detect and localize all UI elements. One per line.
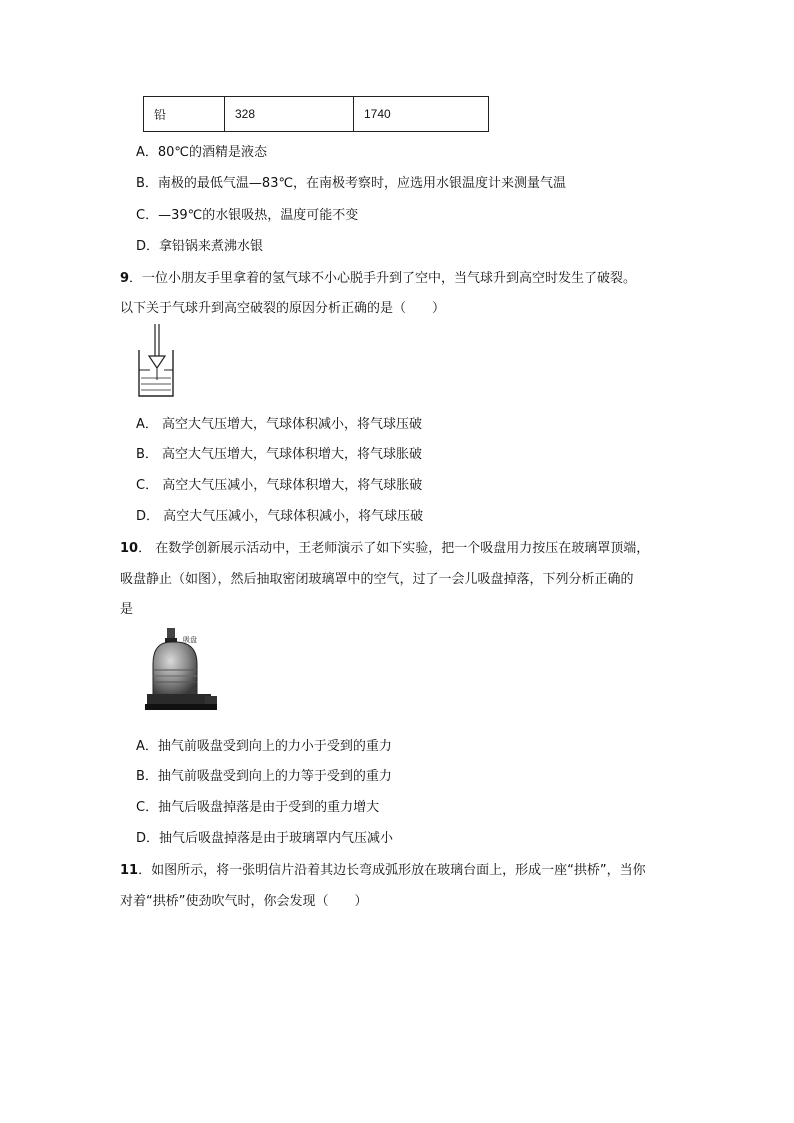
- q10-text: ． 在数学创新展示活动中，王老师演示了如下实验，把一个吸盘用力按压在玻璃罩顶端，: [138, 541, 650, 556]
- metal-table: [143, 96, 489, 132]
- q8-option-c: C．—39℃的水银吸热，温度可能不变: [136, 208, 359, 223]
- table-cell-boiling-point: 1740: [354, 97, 489, 132]
- q9-option-a: A． 高空大气压增大，气球体积减小，将气球压破: [136, 417, 423, 432]
- q10-stem-line1: [120, 537, 649, 556]
- q11-number: 11: [120, 863, 139, 878]
- table-cell-metal: 铅: [144, 97, 225, 132]
- q10-figure: [145, 626, 220, 714]
- q8-option-b: B．南极的最低气温—83℃，在南极考察时，应选用水银温度计来测量气温: [136, 176, 567, 191]
- q10-stem-line3: 是: [120, 602, 134, 617]
- table-cell-melting-point: 328: [225, 97, 354, 132]
- q10-option-d: D．抽气后吸盘掉落是由于玻璃罩内气压减小: [136, 831, 394, 846]
- q9-text: ．一位小朋友手里拿着的氢气球不小心脱手升到了空中，当气球升到高空时发生了破裂。: [129, 271, 637, 286]
- q9-option-c: C． 高空大气压减小，气球体积增大，将气球胀破: [136, 478, 423, 493]
- q11-stem-line1: [120, 859, 646, 878]
- q10-option-c: C．抽气后吸盘掉落是由于受到的重力增大: [136, 800, 380, 815]
- q11-text: ．如图所示，将一张明信片沿着其边长弯成弧形放在玻璃台面上，形成一座“拱桥”，当你: [138, 863, 646, 878]
- q10-option-b: B．抽气前吸盘受到向上的力等于受到的重力: [136, 769, 392, 784]
- q10-option-a: A．抽气前吸盘受到向上的力小于受到的重力: [136, 739, 392, 754]
- q9-stem-line1: [120, 267, 636, 286]
- q9-figure: [136, 322, 176, 398]
- q10-stem-line2: 吸盘静止（如图），然后抽取密闭玻璃罩中的空气，过了一会儿吸盘掉落，下列分析正确的: [120, 572, 634, 587]
- q9-stem-line2: 以下关于气球升到高空破裂的原因分析正确的是（ ）: [120, 301, 446, 316]
- figure-label-suction-cup: 吸盘: [183, 636, 197, 644]
- table-row: [144, 97, 489, 132]
- q9-option-d: D． 高空大气压减小，气球体积减小，将气球压破: [136, 509, 424, 524]
- q11-stem-line2: 对着“拱桥”使劲吹气时，你会发现（ ）: [120, 894, 368, 909]
- q8-option-a: A．80℃的酒精是液态: [136, 145, 268, 160]
- q9-option-b: B． 高空大气压增大，气球体积增大，将气球胀破: [136, 447, 423, 462]
- q8-option-d: D．拿铅锅来煮沸水银: [136, 239, 264, 254]
- q10-number: 10: [120, 541, 139, 556]
- q9-number: 9: [120, 271, 130, 286]
